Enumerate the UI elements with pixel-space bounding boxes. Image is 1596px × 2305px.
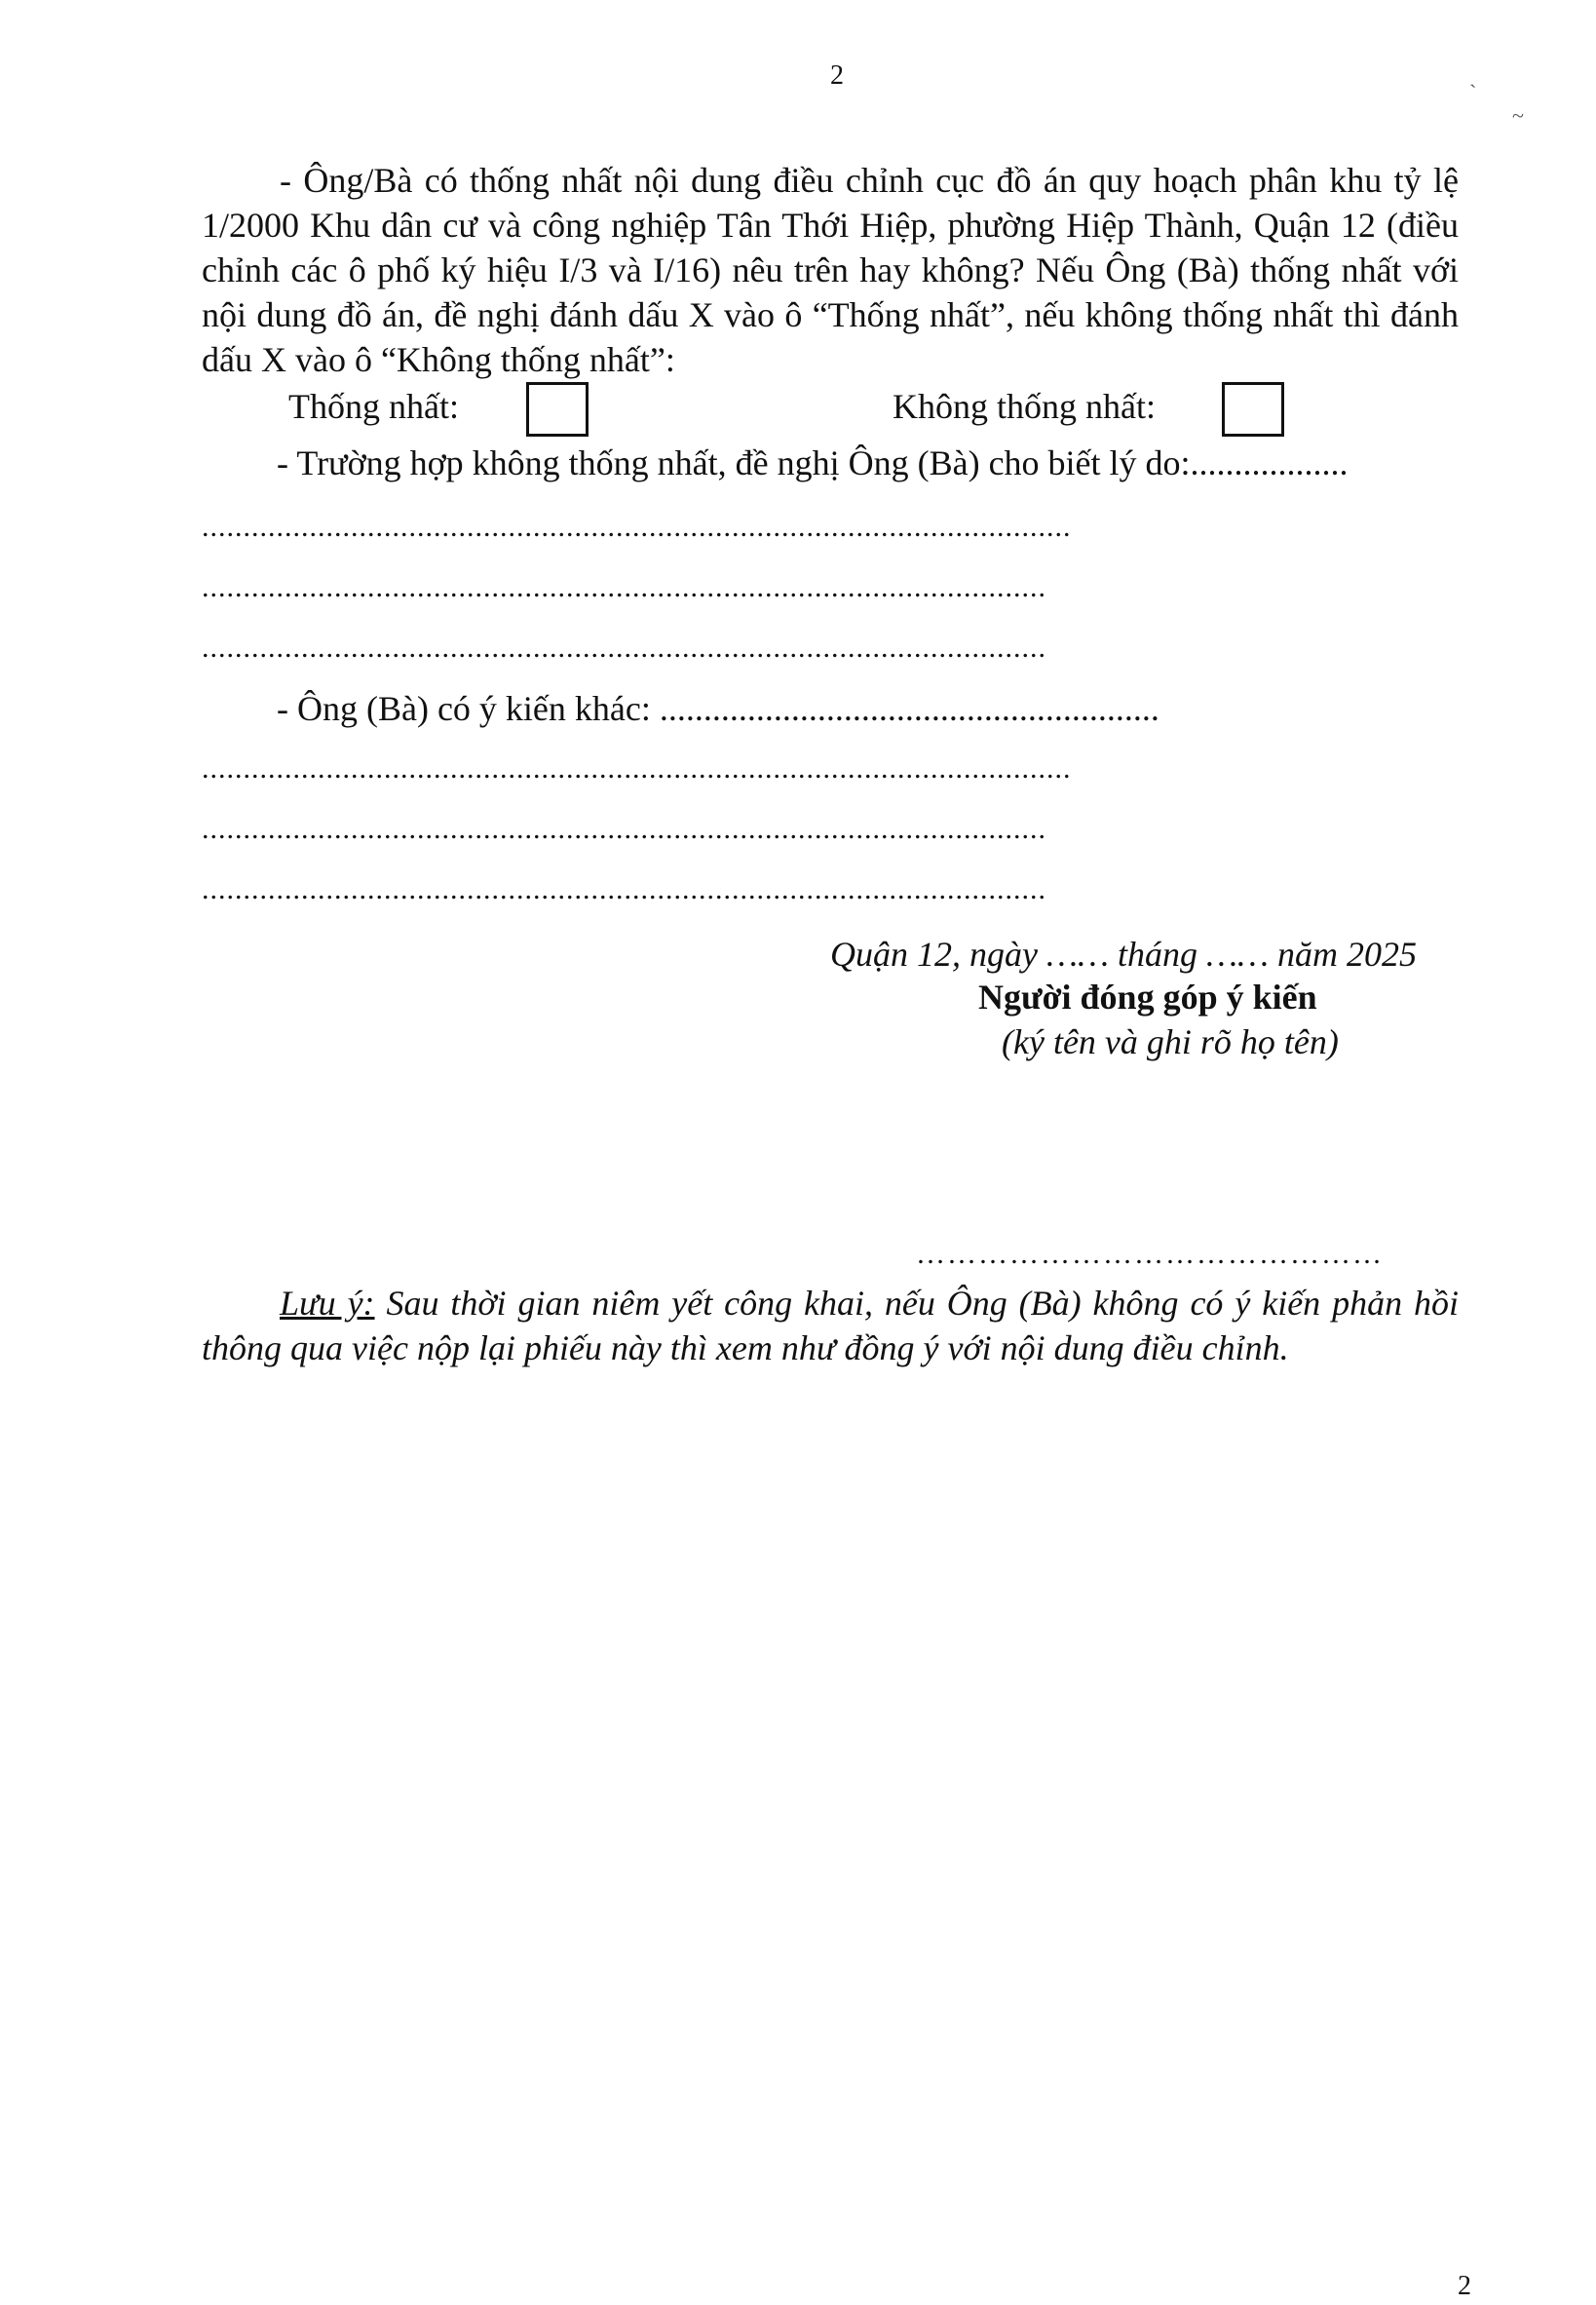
- question-paragraph: - Ông/Bà có thống nhất nội dung điều chỉnh cục đồ án quy hoạch phân khu tỷ lệ 1/2000 Khu dân cư và công nghiệp Tân Thới Hiệp, phường Hiệp Thành, Quận 12 (điều chỉnh các ô phố ký hiệu I/3 và I/16) nêu trên hay không? Nếu Ông (Bà) thống nhất với nội dung đồ án, đề nghị đánh dấu X vào ô “Thống nhất”, nếu không thống nhất thì đánh dấu X vào ô “Không thống nhất”:: [202, 161, 1459, 379]
- signature-date-line: Quận 12, ngày …… tháng …… năm 2025: [830, 935, 1418, 974]
- other-prompt: - Ông (Bà) có ý kiến khác: .........................................................: [277, 689, 1159, 728]
- reason-line-3[interactable]: ......................................................................................................: [202, 632, 1046, 664]
- disagree-label: Không thống nhất:: [893, 387, 1156, 426]
- reason-line-2[interactable]: ......................................................................................................: [202, 571, 1046, 603]
- page-number-top-text: 2: [830, 60, 844, 91]
- signer-title: Người đóng góp ý kiến: [978, 978, 1317, 1017]
- other-line-1[interactable]: .........................................................................................................: [202, 752, 1072, 785]
- signature-line[interactable]: ………………………………………: [916, 1238, 1384, 1270]
- footnote-label: Lưu ý:: [280, 1284, 375, 1323]
- disagree-checkbox[interactable]: [1222, 382, 1284, 437]
- scan-speck: `: [1469, 80, 1477, 104]
- other-line-3[interactable]: ......................................................................................................: [202, 873, 1046, 905]
- scan-speck: ~: [1512, 103, 1524, 128]
- signer-note: (ký tên và ghi rõ họ tên): [1002, 1022, 1339, 1061]
- reason-line-1[interactable]: .........................................................................................................: [202, 511, 1072, 543]
- agree-checkbox[interactable]: [526, 382, 589, 437]
- page-number-bottom: 2: [1458, 2271, 1471, 2301]
- agree-label: Thống nhất:: [288, 387, 459, 426]
- other-line-2[interactable]: ......................................................................................................: [202, 813, 1046, 845]
- reason-prompt: - Trường hợp không thống nhất, đề nghị Ông (Bà) cho biết lý do:..................: [277, 443, 1349, 482]
- footnote-text: Sau thời gian niêm yết công khai, nếu Ông (Bà) không có ý kiến phản hồi thông qua việc nộp lại phiếu này thì xem như đồng ý với nội dung điều chỉnh.: [202, 1284, 1459, 1367]
- footnote: [202, 1281, 1459, 1370]
